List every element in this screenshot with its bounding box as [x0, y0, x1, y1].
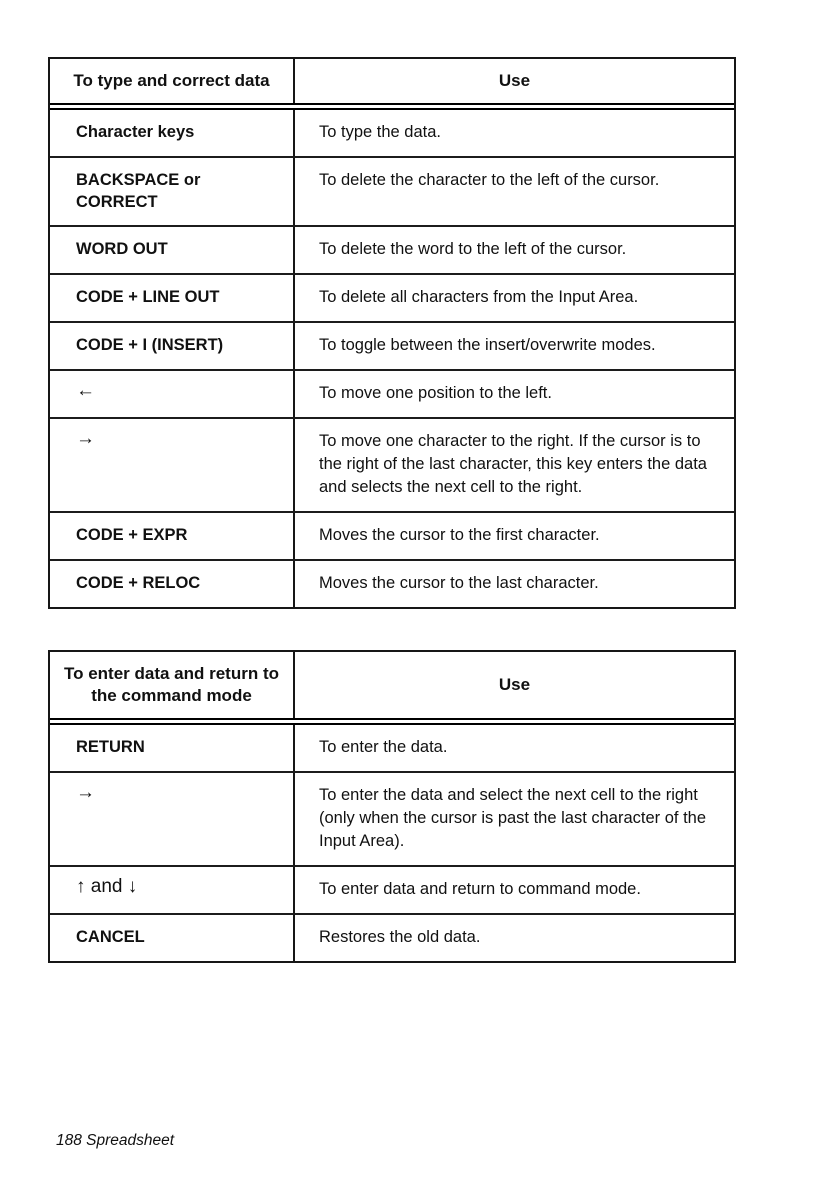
table-row — [50, 913, 734, 961]
use-cell: Moves the cursor to the first character. — [319, 526, 600, 544]
use-cell: To enter the data. — [319, 738, 448, 756]
table-row — [50, 156, 734, 225]
table-row — [50, 321, 734, 369]
key-cell: CODE + LINE OUT — [50, 275, 295, 321]
header-use-column: Use — [498, 675, 531, 694]
right-arrow-key-cell: → — [50, 419, 295, 511]
type-correct-table — [48, 57, 736, 609]
table-row — [50, 369, 734, 417]
key-cell: BACKSPACE or CORRECT — [50, 158, 295, 225]
use-cell: To delete all characters from the Input Area. — [319, 288, 639, 306]
table-row — [50, 110, 734, 156]
table-row — [50, 511, 734, 559]
table-header-row — [50, 59, 734, 110]
use-cell: To enter the data and select the next cell to the right (only when the cursor is past the last character of the Input Area). — [319, 786, 707, 850]
right-arrow-key-cell: → — [50, 773, 295, 865]
table-row — [50, 771, 734, 865]
table-row — [50, 725, 734, 771]
header-key-column: To enter data and return to the command mode — [50, 652, 295, 718]
table-header-row — [50, 652, 734, 725]
key-cell: RETURN — [50, 725, 295, 771]
header-use-column: Use — [498, 71, 531, 90]
key-cell: WORD OUT — [50, 227, 295, 273]
header-key-column: To type and correct data — [50, 59, 295, 103]
page-footer: 188 Spreadsheet — [56, 1132, 175, 1149]
up-down-arrow-key-cell: ↑ and ↓ — [50, 867, 295, 913]
use-cell: To delete the character to the left of the cursor. — [319, 171, 660, 189]
use-cell: Restores the old data. — [319, 928, 481, 946]
table-row — [50, 273, 734, 321]
key-cell: CODE + RELOC — [50, 561, 295, 607]
table-row — [50, 559, 734, 607]
left-arrow-key-cell: ← — [50, 371, 295, 417]
table-row — [50, 417, 734, 511]
table-row — [50, 225, 734, 273]
table-row — [50, 865, 734, 913]
key-cell: Character keys — [50, 110, 295, 156]
enter-data-table — [48, 650, 736, 963]
key-cell: CANCEL — [50, 915, 295, 961]
key-cell: CODE + I (INSERT) — [50, 323, 295, 369]
use-cell: To move one position to the left. — [319, 384, 552, 402]
use-cell: To move one character to the right. If the cursor is to the right of the last character, this key enters the data and selects the next cell to the right. — [319, 432, 707, 496]
use-cell: To delete the word to the left of the cursor. — [319, 240, 627, 258]
use-cell: To enter data and return to command mode. — [319, 880, 641, 898]
use-cell: To toggle between the insert/overwrite modes. — [319, 336, 656, 354]
use-cell: Moves the cursor to the last character. — [319, 574, 599, 592]
key-cell: CODE + EXPR — [50, 513, 295, 559]
use-cell: To type the data. — [319, 123, 442, 141]
